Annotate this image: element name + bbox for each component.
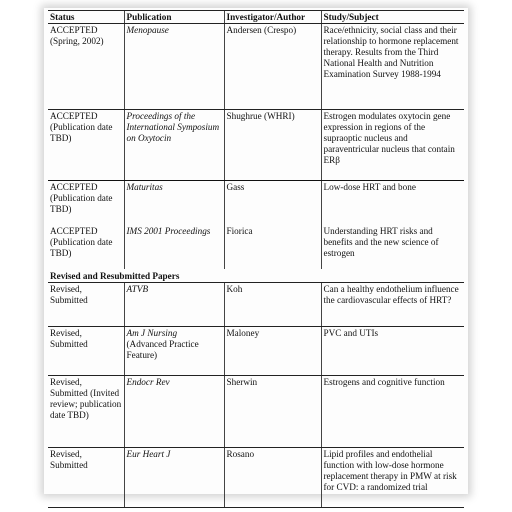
table-row (48, 282, 464, 326)
section-heading-row (48, 269, 464, 283)
table-row (48, 181, 464, 225)
table-row (48, 326, 464, 375)
investigator-cell: Andersen (Crespo) (224, 24, 321, 110)
investigator-cell: Gass (224, 181, 321, 225)
header-row (48, 11, 464, 24)
study-cell: Lipid profiles and endothelial function with low-dose hormone replacement therapy in PMW at risk for CVD: a randomized trial (321, 447, 464, 507)
publication-cell: Eur Heart J (124, 447, 224, 507)
status-cell: ACCEPTED (Publication date TBD) (50, 225, 113, 258)
status-cell: ACCEPTED (Publication date TBD) (48, 110, 124, 181)
study-cell: Race/ethnicity, social class and their relationship to hormone replacement therapy. Results from the Third National Health and Nutrition Examination Survey 1988-1994 (321, 24, 464, 110)
table-row (48, 447, 464, 507)
header-status: Status (48, 11, 124, 24)
status-cell: ACCEPTED (Publication date TBD) (50, 182, 113, 214)
status-cell: Revised, Submitted (Invited review; publication date TBD) (48, 375, 124, 447)
status-cell: Revised, Submitted (48, 326, 124, 375)
header-study: Study/Subject (321, 11, 464, 24)
study-cell: Estrogens and cognitive function (321, 375, 464, 447)
status-cell: ACCEPTED (Spring, 2002) (48, 24, 124, 110)
header-investigator: Investigator/Author (224, 11, 321, 24)
study-cell: PVC and UTIs (321, 326, 464, 375)
publication-note: (Advanced Practice Feature) (126, 338, 199, 360)
table-row (48, 225, 464, 269)
table-row (48, 24, 464, 110)
header-publication: Publication (124, 11, 224, 24)
investigator-cell: Rosano (224, 447, 321, 507)
document-page (44, 8, 468, 494)
status-cell: Revised, Submitted (48, 447, 124, 507)
status-cell: Revised, Submitted (48, 282, 124, 326)
section-title: Revised and Resubmitted Papers (48, 269, 464, 283)
study-cell: Can a healthy endothelium influence the cardiovascular effects of HRT? (321, 282, 464, 326)
investigator-cell: Fiorica (224, 225, 321, 269)
table-row (48, 110, 464, 181)
publications-table (48, 10, 464, 508)
investigator-cell: Shughrue (WHRI) (224, 110, 321, 181)
table-row (48, 375, 464, 447)
study-cell: Understanding HRT risks and benefits and the new science of estrogen (321, 225, 464, 269)
publication-cell: Proceedings of the International Symposium on Oxytocin (124, 110, 224, 181)
publication-cell: IMS 2001 Proceedings (124, 225, 224, 269)
publication-cell: Maturitas (124, 181, 224, 225)
publication-cell: Endocr Rev (124, 375, 224, 447)
publication-cell (124, 326, 224, 375)
publication-title: Am J Nursing (126, 327, 178, 338)
study-cell: Low-dose HRT and bone (321, 181, 464, 225)
investigator-cell: Sherwin (224, 375, 321, 447)
investigator-cell: Koh (224, 282, 321, 326)
publication-cell: Menopause (124, 24, 224, 110)
study-cell: Estrogen modulates oxytocin gene expression in regions of the supraoptic nucleus and paraventricular nucleus that contain ERβ (321, 110, 464, 181)
publication-cell: ATVB (124, 282, 224, 326)
investigator-cell: Maloney (224, 326, 321, 375)
